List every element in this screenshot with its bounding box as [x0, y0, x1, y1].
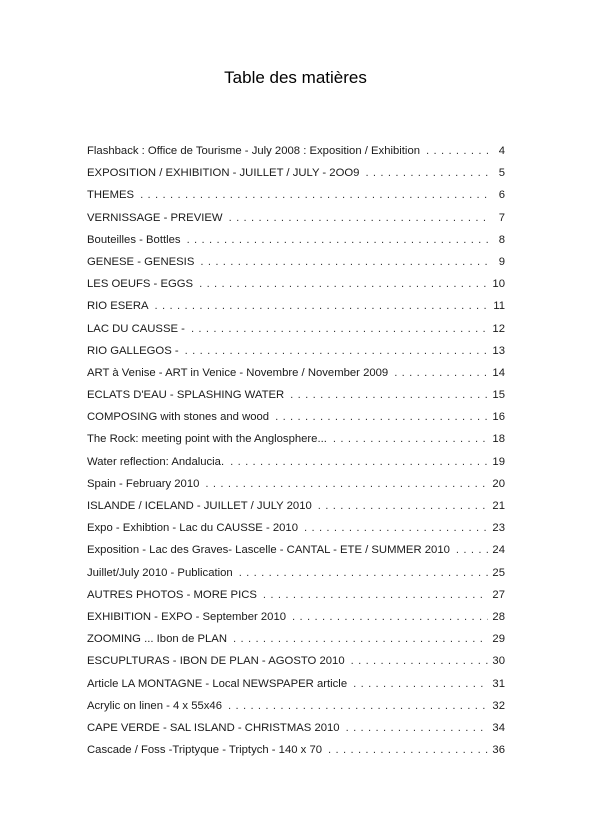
dot-leader — [275, 411, 488, 423]
dot-leader — [233, 633, 488, 645]
toc-entry-page-number: 32 — [488, 700, 505, 712]
toc-entry-label: The Rock: meeting point with the Anglosphere... — [87, 433, 333, 445]
toc-entry-page-number: 28 — [488, 611, 505, 623]
toc-entry[interactable] — [87, 633, 505, 655]
toc-entry-page-number: 27 — [488, 589, 505, 601]
toc-entry[interactable] — [87, 478, 505, 500]
toc-entry-page-number: 12 — [488, 323, 505, 335]
toc-entry-label: Bouteilles - Bottles — [87, 234, 187, 246]
dot-leader — [263, 589, 489, 601]
toc-entry-page-number: 16 — [488, 411, 505, 423]
toc-entry[interactable] — [87, 212, 505, 234]
toc-entry-label: COMPOSING with stones and wood — [87, 411, 275, 423]
dot-leader — [229, 212, 491, 224]
toc-entry-label: ECLATS D'EAU - SPLASHING WATER — [87, 389, 290, 401]
toc-entry-label: THEMES — [87, 189, 140, 201]
toc-entry[interactable] — [87, 500, 505, 522]
toc-entry-label: ESCUPLTURAS - IBON DE PLAN - AGOSTO 2010 — [87, 655, 351, 667]
toc-entry-label: EXHIBITION - EXPO - September 2010 — [87, 611, 292, 623]
toc-entry-page-number: 9 — [491, 256, 505, 268]
dot-leader — [353, 678, 488, 690]
toc-entry[interactable] — [87, 544, 505, 566]
toc-entry[interactable] — [87, 256, 505, 278]
toc-entry-label: Water reflection: Andalucia. — [87, 456, 230, 468]
toc-entry-page-number: 25 — [488, 567, 505, 579]
dot-leader — [191, 323, 488, 335]
toc-entry[interactable] — [87, 589, 505, 611]
dot-leader — [346, 722, 489, 734]
toc-entry[interactable] — [87, 611, 505, 633]
toc-entry-label: Expo - Exhibtion - Lac du CAUSSE - 2010 — [87, 522, 304, 534]
dot-leader — [426, 145, 491, 157]
toc-entry-page-number: 15 — [488, 389, 505, 401]
toc-entry[interactable] — [87, 655, 505, 677]
toc-entry-page-number: 21 — [488, 500, 505, 512]
dot-leader — [456, 544, 489, 556]
toc-entry-page-number: 8 — [491, 234, 505, 246]
dot-leader — [228, 700, 488, 712]
toc-entry[interactable] — [87, 433, 505, 455]
toc-entry-label: ZOOMING ... Ibon de PLAN — [87, 633, 233, 645]
toc-entry-page-number: 5 — [491, 167, 505, 179]
dot-leader — [155, 300, 490, 312]
toc-entry-page-number: 11 — [489, 300, 505, 312]
toc-entry-page-number: 4 — [491, 145, 505, 157]
toc-entry-label: LAC DU CAUSSE - — [87, 323, 191, 335]
toc-entry-page-number: 29 — [488, 633, 505, 645]
toc-entry-page-number: 30 — [488, 655, 505, 667]
dot-leader — [239, 567, 489, 579]
dot-leader — [205, 478, 488, 490]
toc-entry-page-number: 19 — [488, 456, 505, 468]
toc-entry[interactable] — [87, 456, 505, 478]
toc-entry-label: Juillet/July 2010 - Publication — [87, 567, 239, 579]
toc-entry-label: Acrylic on linen - 4 x 55x46 — [87, 700, 228, 712]
dot-leader — [199, 278, 488, 290]
toc-entry-label: AUTRES PHOTOS - MORE PICS — [87, 589, 263, 601]
table-of-contents — [87, 145, 505, 766]
toc-entry-label: GENESE - GENESIS — [87, 256, 200, 268]
toc-entry-label: VERNISSAGE - PREVIEW — [87, 212, 229, 224]
dot-leader — [318, 500, 489, 512]
toc-entry[interactable] — [87, 411, 505, 433]
toc-entry[interactable] — [87, 234, 505, 256]
toc-entry-page-number: 36 — [488, 744, 505, 756]
toc-entry-page-number: 10 — [488, 278, 505, 290]
dot-leader — [333, 433, 489, 445]
dot-leader — [187, 234, 491, 246]
dot-leader — [304, 522, 488, 534]
toc-entry[interactable] — [87, 744, 505, 766]
toc-entry-page-number: 18 — [488, 433, 505, 445]
dot-leader — [230, 456, 488, 468]
toc-entry-page-number: 6 — [491, 189, 505, 201]
dot-leader — [365, 167, 491, 179]
toc-entry-label: EXPOSITION / EXHIBITION - JUILLET / JULY - 2OO9 — [87, 167, 365, 179]
toc-entry[interactable] — [87, 367, 505, 389]
toc-entry-label: LES OEUFS - EGGS — [87, 278, 199, 290]
toc-entry[interactable] — [87, 345, 505, 367]
dot-leader — [185, 345, 489, 357]
toc-entry[interactable] — [87, 189, 505, 211]
dot-leader — [328, 744, 488, 756]
toc-entry[interactable] — [87, 722, 505, 744]
dot-leader — [200, 256, 491, 268]
toc-entry-label: Flashback : Office de Tourisme - July 2008 : Exposition / Exhibition — [87, 145, 426, 157]
toc-entry-page-number: 20 — [488, 478, 505, 490]
toc-entry[interactable] — [87, 167, 505, 189]
page-title: Table des matières — [224, 68, 367, 87]
toc-entry-page-number: 23 — [488, 522, 505, 534]
toc-entry-page-number: 13 — [488, 345, 505, 357]
toc-entry[interactable] — [87, 522, 505, 544]
toc-entry-label: Cascade / Foss -Triptyque - Triptych - 140 x 70 — [87, 744, 328, 756]
toc-entry-page-number: 24 — [488, 544, 505, 556]
toc-entry-label: RIO GALLEGOS - — [87, 345, 185, 357]
toc-entry[interactable] — [87, 145, 505, 167]
toc-entry[interactable] — [87, 278, 505, 300]
toc-entry-label: Exposition - Lac des Graves- Lascelle - CANTAL - ETE / SUMMER 2010 — [87, 544, 456, 556]
toc-entry-label: CAPE VERDE - SAL ISLAND - CHRISTMAS 2010 — [87, 722, 346, 734]
dot-leader — [351, 655, 489, 667]
toc-entry[interactable] — [87, 323, 505, 345]
toc-entry-page-number: 34 — [488, 722, 505, 734]
toc-entry-label: Article LA MONTAGNE - Local NEWSPAPER article — [87, 678, 353, 690]
toc-entry[interactable] — [87, 389, 505, 411]
toc-entry[interactable] — [87, 567, 505, 589]
dot-leader — [140, 189, 491, 201]
toc-entry[interactable] — [87, 300, 505, 322]
toc-entry-label: ISLANDE / ICELAND - JUILLET / JULY 2010 — [87, 500, 318, 512]
dot-leader — [290, 389, 488, 401]
toc-entry[interactable] — [87, 678, 505, 700]
toc-entry[interactable] — [87, 700, 505, 722]
toc-entry-page-number: 14 — [488, 367, 505, 379]
toc-entry-label: RIO ESERA — [87, 300, 155, 312]
dot-leader — [394, 367, 488, 379]
toc-entry-page-number: 31 — [488, 678, 505, 690]
dot-leader — [292, 611, 488, 623]
toc-entry-page-number: 7 — [491, 212, 505, 224]
toc-entry-label: ART à Venise - ART in Venice - Novembre / November 2009 — [87, 367, 394, 379]
toc-entry-label: Spain - February 2010 — [87, 478, 205, 490]
